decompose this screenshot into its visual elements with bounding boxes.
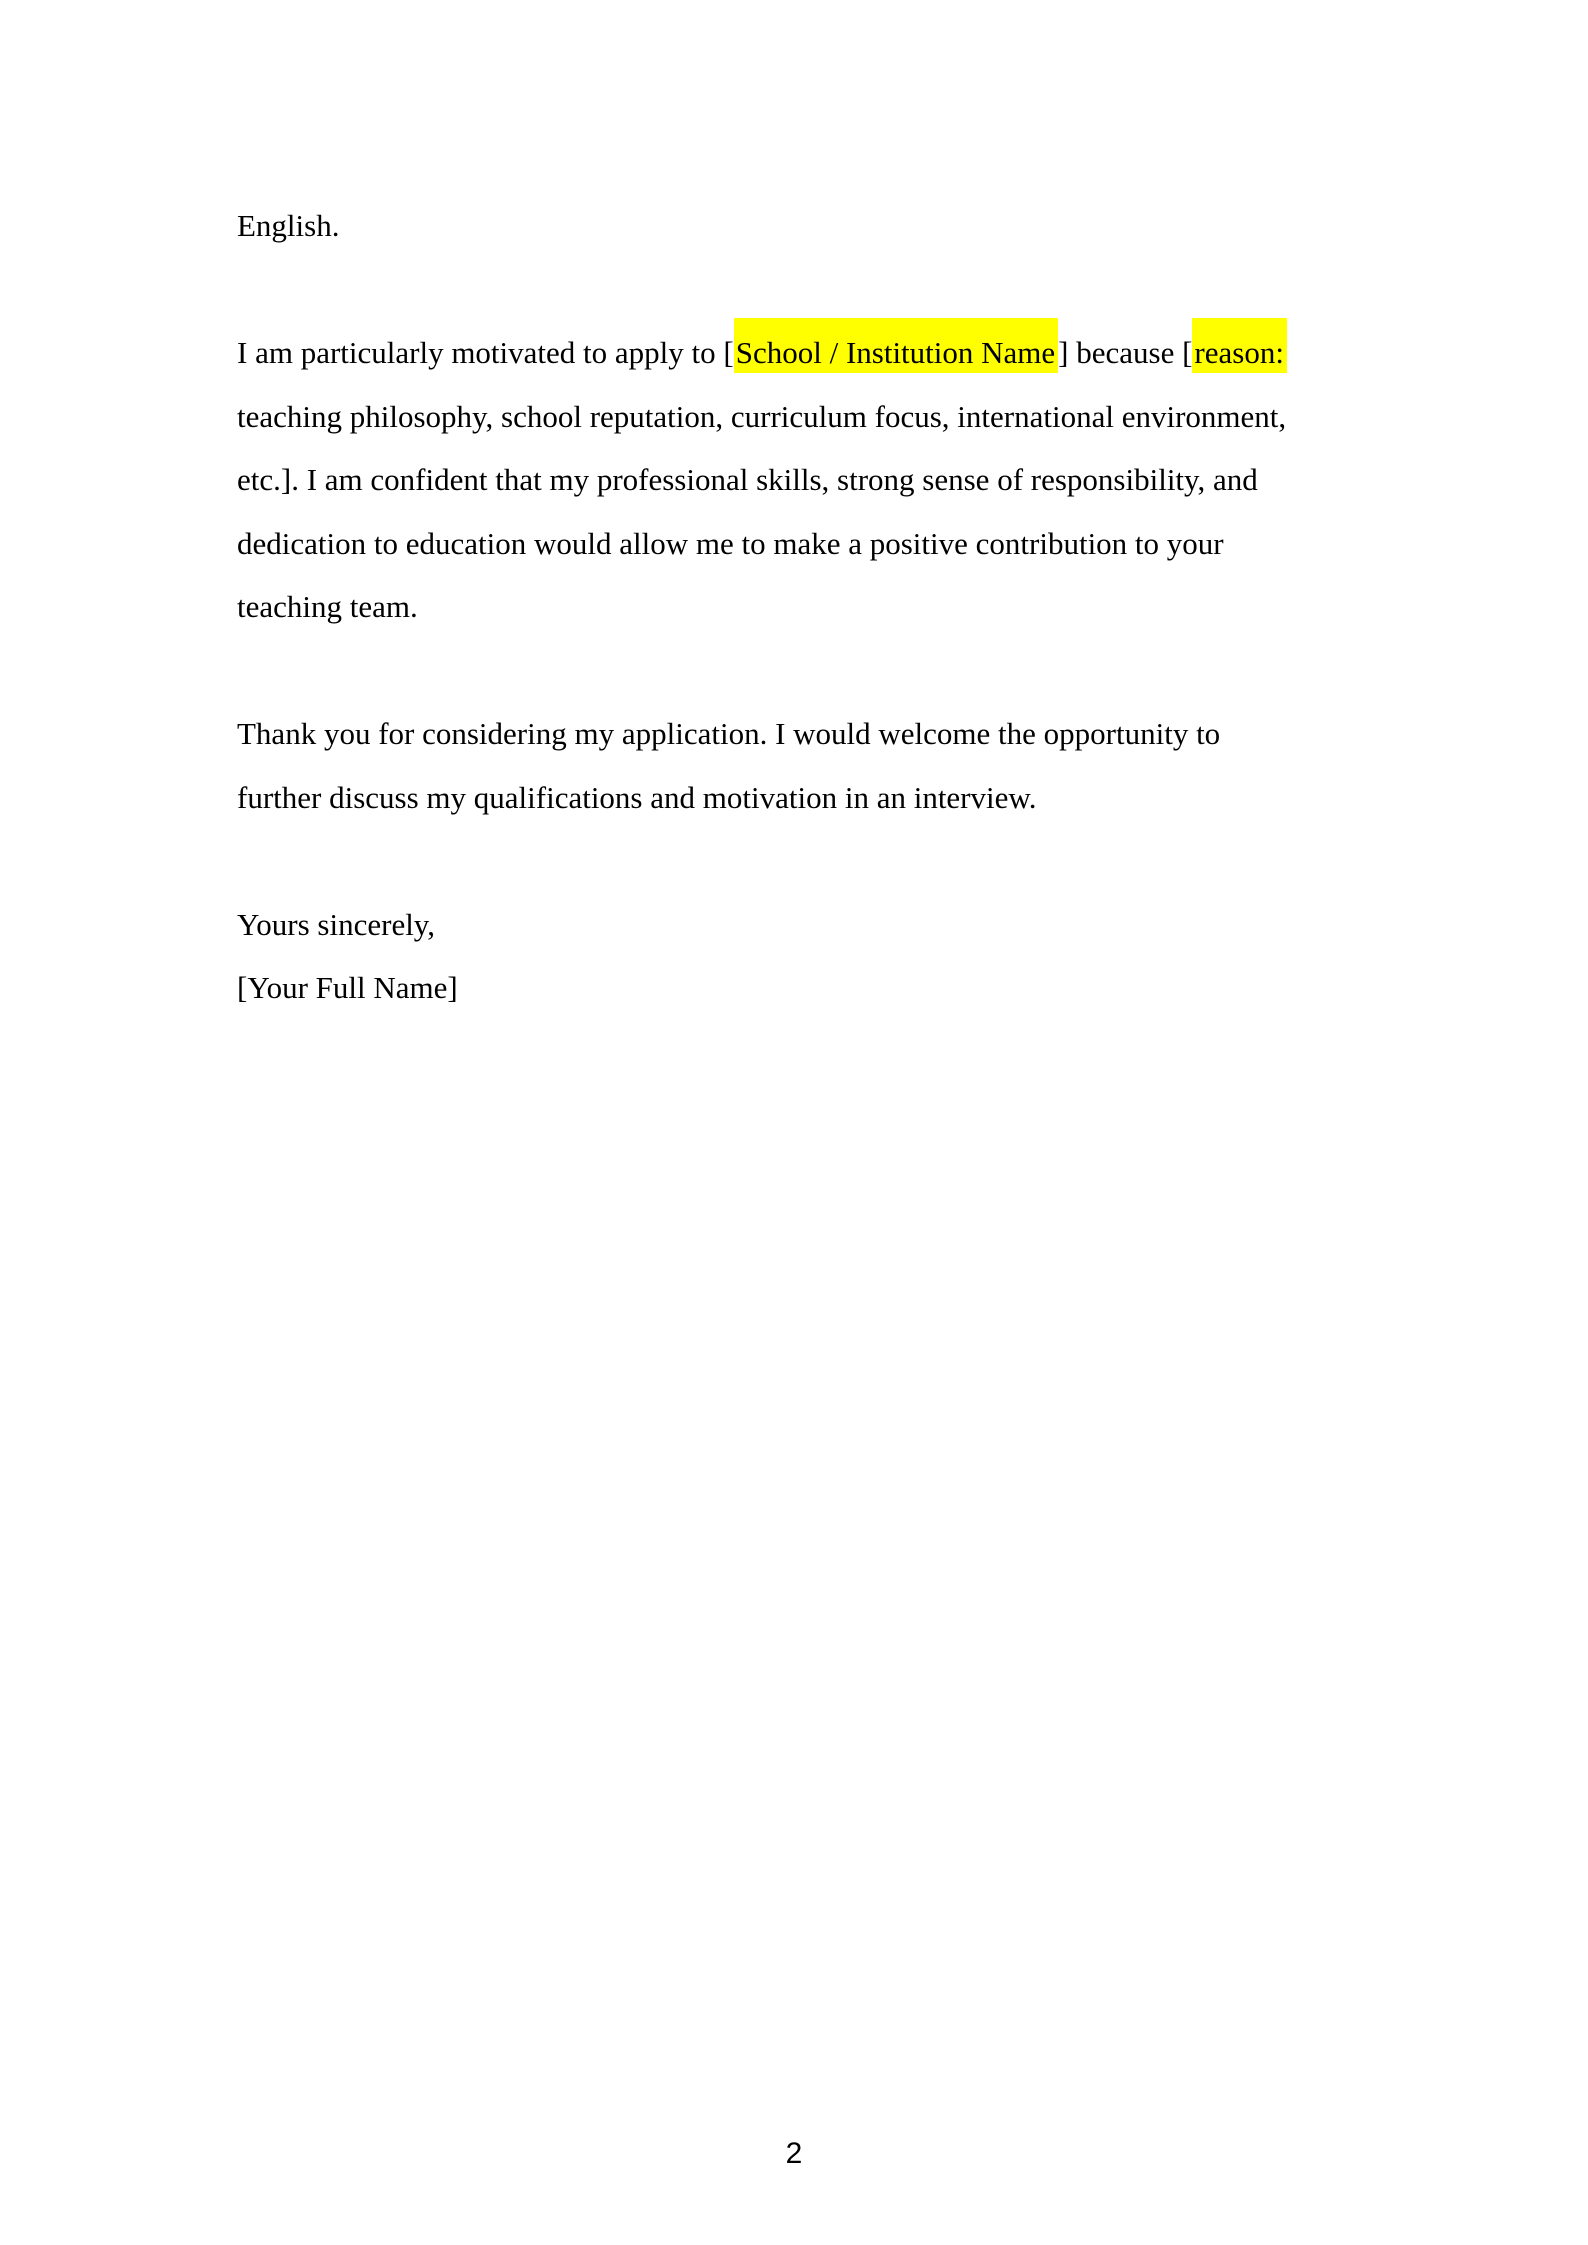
text-run: etc.]. I am confident that my professional skills, strong sense of responsibility, and xyxy=(237,462,1258,497)
text-line xyxy=(237,448,1367,512)
motivation-paragraph xyxy=(237,321,1367,639)
highlighted-text: reason: xyxy=(1192,318,1287,373)
letter-body xyxy=(237,194,1367,1020)
text-run: I am particularly motivated to apply to [ xyxy=(237,335,734,370)
text-run: teaching philosophy, school reputation, curriculum focus, international environment, xyxy=(237,398,1287,434)
text-line xyxy=(237,956,1367,1020)
text-line xyxy=(237,321,1367,385)
closing-paragraph xyxy=(237,702,1367,829)
text-line xyxy=(237,575,1367,639)
text-run: Yours sincerely, xyxy=(237,906,436,942)
page-footer xyxy=(0,2137,1588,2171)
text-run: Thank you for considering my application. I would welcome the opportunity to xyxy=(237,716,1221,751)
text-run: teaching team. xyxy=(237,589,418,624)
text-run: dedication to education would allow me to make a positive contribution to your xyxy=(237,525,1224,561)
text-line xyxy=(237,512,1367,576)
language-line xyxy=(237,194,1367,258)
page-number: 2 xyxy=(785,2137,803,2170)
text-run: further discuss my qualifications and motivation in an interview. xyxy=(237,779,1037,815)
text-line xyxy=(237,893,1367,957)
signature-block xyxy=(237,893,1367,1020)
text-line xyxy=(237,385,1367,449)
highlighted-text: School / Institution Name xyxy=(734,318,1058,373)
text-run: [Your Full Name] xyxy=(237,970,458,1005)
text-run: English. xyxy=(237,208,340,243)
text-line xyxy=(237,702,1367,766)
text-line xyxy=(237,194,1367,258)
text-line xyxy=(237,766,1367,830)
text-run: ] because [ xyxy=(1058,335,1193,370)
